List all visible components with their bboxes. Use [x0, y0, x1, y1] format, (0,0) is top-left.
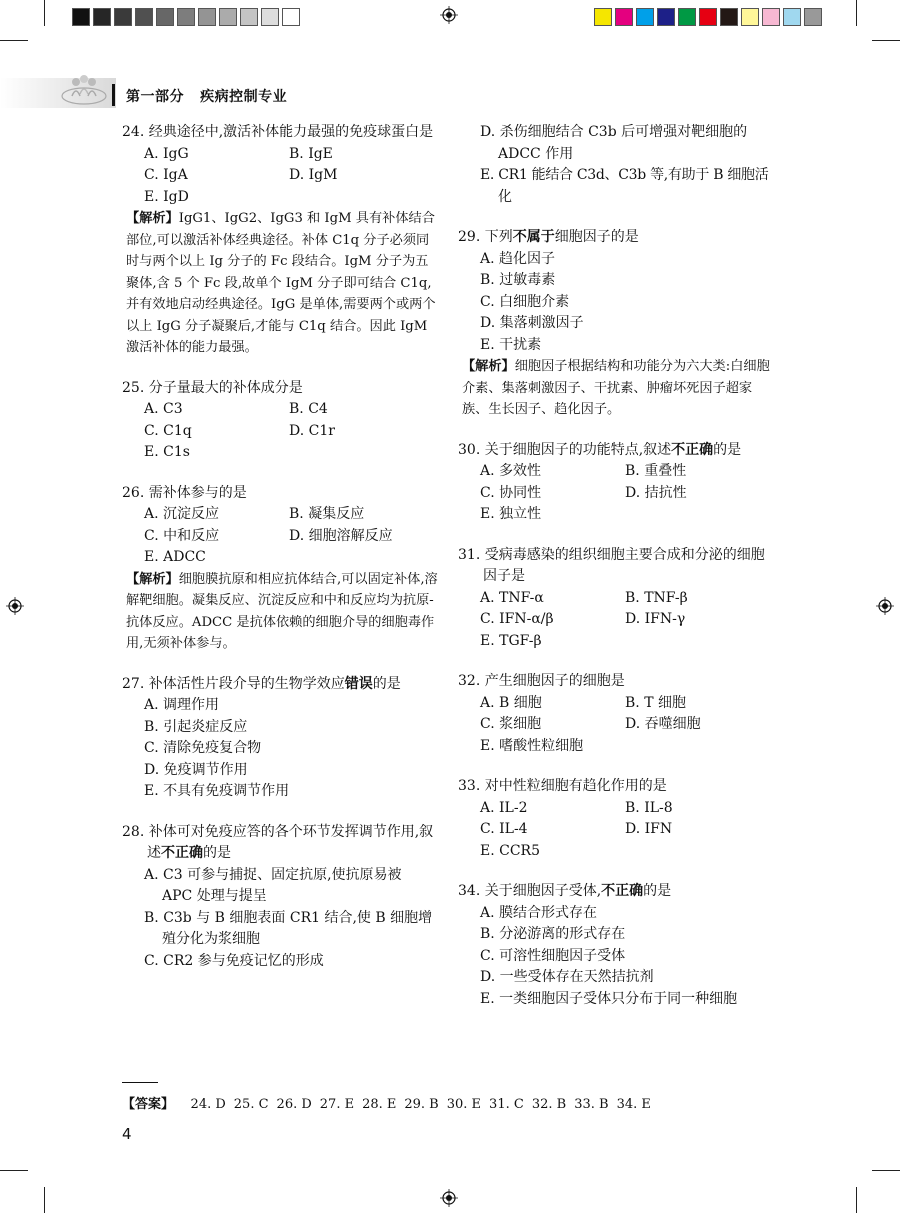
- answer-item: 25. C: [233, 1097, 269, 1112]
- option: A. 沉淀反应: [144, 506, 220, 522]
- option: B. IL-8: [625, 799, 673, 816]
- options: [122, 504, 440, 569]
- option: D. 杀伤细胞结合 C3b 后可增强对靶细胞的 ADCC 作用: [480, 124, 748, 162]
- option: B. C4: [289, 401, 328, 417]
- grayscale-calibration-bar: [72, 8, 303, 26]
- option: B. 重叠性: [625, 463, 687, 479]
- option: D. 拮抗性: [625, 484, 687, 501]
- right-column: [458, 122, 776, 1029]
- crop-mark: [872, 1170, 900, 1171]
- color-swatch: [594, 8, 612, 26]
- crop-mark: [872, 40, 900, 41]
- stem-emphasis: 错误: [344, 675, 373, 692]
- crop-mark: [44, 1187, 45, 1213]
- option: C. IL-4: [480, 821, 528, 837]
- color-swatch: [72, 8, 90, 26]
- color-swatch: [261, 8, 279, 26]
- options: [458, 693, 776, 758]
- stem-emphasis: 不属于: [512, 229, 555, 245]
- section-label: 第一部分: [126, 89, 184, 105]
- question-stem: [458, 227, 776, 249]
- option: A. C3: [144, 401, 183, 417]
- question: [458, 671, 776, 757]
- question-stem: 25. 分子量最大的补体成分是: [122, 379, 303, 396]
- option: C. 白细胞介素: [480, 293, 570, 310]
- answer-item: 32. B: [531, 1097, 567, 1112]
- option: E. 嗜酸性粒细胞: [480, 737, 584, 754]
- option: C. 可溶性细胞因子受体: [480, 947, 626, 964]
- analysis-label: 【解析】: [462, 359, 515, 374]
- option: E. 独立性: [480, 506, 542, 522]
- option: E. 不具有免疫调节作用: [144, 783, 290, 799]
- question: [122, 122, 440, 359]
- registration-mark-icon: [876, 597, 894, 615]
- option: D. 吞噬细胞: [625, 716, 701, 732]
- option: B. 过敏毒素: [480, 272, 556, 288]
- question-stem: [122, 674, 440, 696]
- option: E. CCR5: [480, 842, 540, 859]
- color-swatch: [804, 8, 822, 26]
- option: E. IgD: [144, 188, 189, 205]
- stem-text: 的是: [643, 883, 672, 899]
- options: [458, 798, 776, 863]
- analysis-text: 细胞膜抗原和相应抗体结合,可以固定补体,溶解靶细胞。凝集反应、沉淀反应和中和反应均为抗原-抗体反应。ADCC 是抗体依赖的细胞介导的细胞毒作用,无须补体参与。: [126, 571, 438, 651]
- color-swatch: [720, 8, 738, 26]
- option: A. C3 可参与捕捉、固定抗原,使抗原易被 APC 处理与提呈: [144, 866, 402, 904]
- question-stem: 24. 经典途径中,激活补体能力最强的免疫球蛋白是: [122, 124, 434, 140]
- question-stem: 31. 受病毒感染的组织细胞主要合成和分泌的细胞因子是: [458, 546, 765, 584]
- question: [458, 440, 776, 526]
- stem-text: 的是: [203, 845, 231, 861]
- color-swatch: [198, 8, 216, 26]
- color-swatch: [219, 8, 237, 26]
- answer-item: 27. E: [319, 1097, 355, 1112]
- subject-label: 疾病控制专业: [200, 89, 288, 105]
- option: E. 一类细胞因子受体只分布于同一种细胞: [480, 990, 738, 1007]
- option: D. C1r: [289, 422, 335, 439]
- question-stem: [458, 440, 776, 462]
- option: D. IFN: [625, 821, 673, 837]
- option: B. T 细胞: [625, 694, 686, 711]
- analysis-label: 【解析】: [126, 211, 179, 226]
- option: E. 干扰素: [480, 336, 542, 353]
- question-continuation: [458, 122, 776, 208]
- color-swatch: [135, 8, 153, 26]
- question-stem: 32. 产生细胞因子的细胞是: [458, 673, 625, 689]
- option: C. 协同性: [480, 484, 542, 501]
- question: [122, 822, 440, 973]
- options: [458, 588, 776, 653]
- option: C. IFN-α/β: [480, 611, 554, 627]
- question-stem: 33. 对中性粒细胞有趋化作用的是: [458, 778, 667, 794]
- question: [458, 776, 776, 862]
- color-swatch: [93, 8, 111, 26]
- crop-mark: [0, 40, 28, 41]
- stem-text: 的是: [372, 675, 401, 692]
- answer-item: 29. B: [404, 1097, 439, 1112]
- option: C. 浆细胞: [480, 716, 542, 732]
- option: C. 中和反应: [144, 527, 220, 544]
- color-calibration-bar: [594, 8, 825, 26]
- option: C. IgA: [144, 167, 188, 183]
- options: [458, 249, 776, 357]
- logo-icon: [58, 70, 110, 108]
- color-swatch: [657, 8, 675, 26]
- answer-item: 30. E: [446, 1097, 482, 1112]
- question-stem: 26. 需补体参与的是: [122, 484, 247, 501]
- options: [458, 461, 776, 526]
- option: C. C1q: [144, 422, 192, 439]
- options: [458, 903, 776, 1011]
- color-swatch: [741, 8, 759, 26]
- stem-emphasis: 不正确: [601, 883, 644, 899]
- options: [122, 865, 440, 973]
- color-swatch: [678, 8, 696, 26]
- color-swatch: [699, 8, 717, 26]
- option: C. 清除免疫复合物: [144, 740, 262, 756]
- option: A. 膜结合形式存在: [480, 904, 598, 921]
- question-stem: [122, 822, 440, 865]
- stem-text: 的是: [713, 441, 742, 458]
- page-number: 4: [122, 1125, 132, 1143]
- color-swatch: [636, 8, 654, 26]
- answer-label: 【答案】: [122, 1097, 175, 1112]
- question: [458, 545, 776, 653]
- answer-item: 31. C: [489, 1097, 524, 1112]
- stem-text: 30. 关于细胞因子的功能特点,叙述: [458, 441, 672, 458]
- crop-mark: [856, 1187, 857, 1213]
- analysis: [458, 356, 776, 421]
- crop-mark: [0, 1170, 28, 1171]
- option: A. IL-2: [480, 799, 528, 816]
- registration-mark-icon: [6, 597, 24, 615]
- header-divider: [112, 84, 115, 106]
- question-stem: [458, 881, 776, 903]
- color-swatch: [615, 8, 633, 26]
- option: B. TNF-β: [625, 589, 688, 606]
- option: B. 分泌游离的形式存在: [480, 926, 626, 942]
- color-swatch: [282, 8, 300, 26]
- color-swatch: [240, 8, 258, 26]
- option: E. ADCC: [144, 549, 206, 565]
- analysis: [122, 208, 440, 359]
- option: E. TGF-β: [480, 632, 542, 649]
- question: [458, 881, 776, 1010]
- running-header: [126, 86, 287, 106]
- footnote-rule: [122, 1082, 158, 1083]
- question: [122, 674, 440, 803]
- option: A. TNF-α: [480, 589, 544, 606]
- answer-item: 34. E: [616, 1097, 651, 1112]
- option: D. IFN-γ: [625, 611, 686, 627]
- option: D. 免疫调节作用: [144, 761, 248, 778]
- question: [458, 227, 776, 421]
- option: B. 凝集反应: [289, 506, 365, 522]
- stem-emphasis: 不正确: [671, 441, 714, 458]
- answer-item: 28. E: [362, 1097, 397, 1112]
- stem-emphasis: 不正确: [161, 845, 203, 861]
- option: A. IgG: [144, 145, 189, 162]
- left-column: [122, 122, 440, 991]
- option: E. CR1 能结合 C3d、C3b 等,有助于 B 细胞活化: [480, 167, 769, 205]
- options: [122, 144, 440, 209]
- option: A. 多效性: [480, 463, 542, 479]
- analysis-text: 细胞因子根据结构和功能分为六大类:白细胞介素、集落刺激因子、干扰素、肿瘤坏死因子超家族、生长因子、趋化因子。: [462, 359, 770, 417]
- option: A. B 细胞: [480, 694, 542, 711]
- option: D. 集落刺激因子: [480, 315, 584, 331]
- option: C. CR2 参与免疫记忆的形成: [144, 952, 324, 969]
- option: A. 趋化因子: [480, 250, 556, 267]
- registration-mark-icon: [440, 1189, 458, 1207]
- option: D. 细胞溶解反应: [289, 527, 393, 544]
- options: [122, 399, 440, 464]
- stem-text: 34. 关于细胞因子受体,: [458, 883, 602, 899]
- color-swatch: [156, 8, 174, 26]
- color-swatch: [783, 8, 801, 26]
- answer-item: 26. D: [276, 1097, 312, 1112]
- stem-text: 28. 补体可对免疫应答的各个环节发挥调节作用,叙述: [122, 823, 434, 861]
- stem-text: 27. 补体活性片段介导的生物学效应: [122, 675, 345, 692]
- option: E. C1s: [144, 444, 190, 460]
- question: [122, 378, 440, 464]
- option: D. IgM: [289, 167, 338, 183]
- option: D. 一些受体存在天然拮抗剂: [480, 969, 654, 985]
- stem-text: 细胞因子的是: [554, 229, 639, 245]
- question: [122, 483, 440, 655]
- option: A. 调理作用: [144, 697, 220, 713]
- color-swatch: [114, 8, 132, 26]
- answer-item: 24. D: [190, 1097, 226, 1112]
- options: [122, 695, 440, 803]
- option: B. 引起炎症反应: [144, 718, 248, 735]
- color-swatch: [177, 8, 195, 26]
- analysis: [122, 569, 440, 655]
- crop-mark: [856, 0, 857, 26]
- answer-key: [122, 1093, 659, 1112]
- registration-mark-icon: [440, 6, 458, 24]
- option: B. IgE: [289, 145, 333, 162]
- option: B. C3b 与 B 细胞表面 CR1 结合,使 B 细胞增殖分化为浆细胞: [144, 909, 433, 947]
- analysis-label: 【解析】: [126, 571, 179, 587]
- crop-mark: [44, 0, 45, 26]
- analysis-text: IgG1、IgG2、IgG3 和 IgM 具有补体结合部位,可以激活补体经典途径。补体 C1q 分子必须同时与两个以上 Ig 分子的 Fc 段结合。IgM 分子为五聚体,含 5 个 Fc 段,故单个 IgM 分子即可结合 C1q,并有效地启动经典途径。IgG 是单体,需要两个或两个以上 IgG 分子凝聚后,才能与 C1q 结合。因此 IgM 激活补体的能力最强。: [126, 211, 436, 355]
- stem-text: 29. 下列: [458, 229, 513, 245]
- answer-item: 33. B: [574, 1097, 609, 1112]
- color-swatch: [762, 8, 780, 26]
